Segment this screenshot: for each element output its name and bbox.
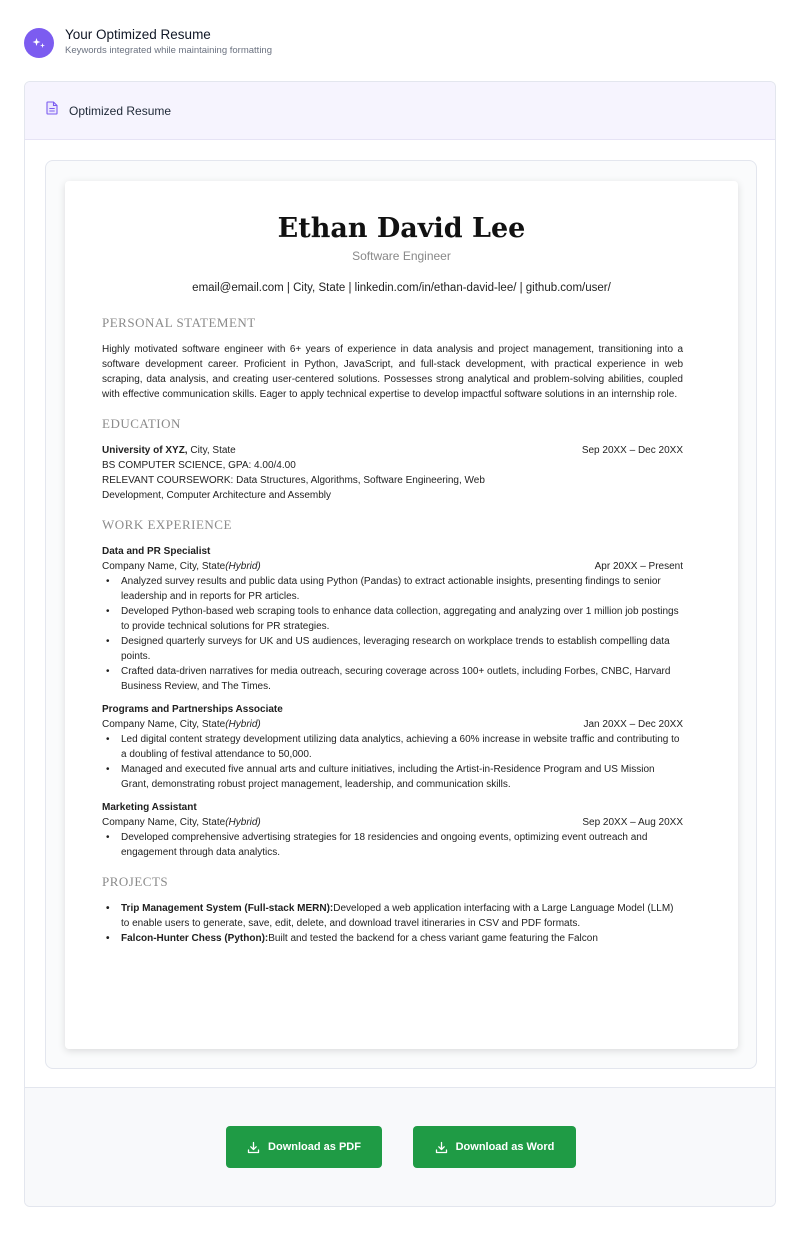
project-name: Trip Management System (Full-stack MERN): <box>121 903 334 914</box>
download-word-label: Download as Word <box>455 1141 555 1153</box>
job-mode: (Hybrid) <box>225 561 261 572</box>
page-subtitle: Keywords integrated while maintaining formatting <box>65 45 272 56</box>
job-bullet: • Developed comprehensive advertising strategies for 18 residencies and ongoing events, optimizing event outreach and engagement through data analytics. <box>121 830 683 860</box>
education-row <box>102 443 683 458</box>
job-title: Programs and Partnerships Associate <box>102 704 283 715</box>
panel-title: Optimized Resume <box>69 103 172 118</box>
download-icon <box>435 1141 448 1154</box>
coursework: RELEVANT COURSEWORK: Data Structures, Algorithms, Software Engineering, Web Development, Computer Architecture and Assembly <box>102 475 485 501</box>
panel-header <box>25 82 775 140</box>
job-bullet: • Designed quarterly surveys for UK and US audiences, leveraging research on workplace trends to establish compelling data points. <box>121 634 683 664</box>
job-company: Company Name, City, State <box>102 719 226 730</box>
resume-document <box>65 181 738 1049</box>
download-pdf-label: Download as PDF <box>268 1141 361 1153</box>
resume-contact: email@email.com | City, State | linkedin.com/in/ethan-david-lee/ | github.com/user/ <box>192 282 611 294</box>
action-bar <box>25 1087 775 1207</box>
project-desc: Developed a web application interfacing with a Large Language Model (LLM) to enable users to generate, save, edit, delete, and download travel itineraries in CSV and PDF formats. <box>121 903 674 929</box>
school-location: City, State <box>187 445 236 456</box>
resume-body <box>102 315 683 946</box>
download-icon <box>247 1141 260 1154</box>
degree: BS COMPUTER SCIENCE, GPA: 4.00/4.00 <box>102 460 296 471</box>
section-heading-work: WORK EXPERIENCE <box>102 517 232 532</box>
document-icon <box>46 101 58 120</box>
job-bullet: • Analyzed survey results and public data using Python (Pandas) to extract actionable insights, presenting findings to senior leadership and in reports for PR articles. <box>121 574 683 604</box>
page-header <box>24 26 272 58</box>
project-item <box>121 931 683 946</box>
section-heading-statement: PERSONAL STATEMENT <box>102 315 256 330</box>
job-dates: Sep 20XX – Aug 20XX <box>582 817 683 828</box>
job-company: Company Name, City, State <box>102 561 226 572</box>
job-bullet: • Led digital content strategy development utilizing data analytics, achieving a 60% increase in website traffic and contributing to a doubling of festival attendance to 50,000. <box>121 732 683 762</box>
job-entry <box>102 544 683 694</box>
project-item <box>121 901 683 931</box>
job-title: Data and PR Specialist <box>102 546 211 557</box>
section-heading-education: EDUCATION <box>102 416 181 431</box>
job-entry <box>102 702 683 792</box>
page-title: Your Optimized Resume <box>65 27 211 42</box>
school-name: University of XYZ, <box>102 445 188 456</box>
job-title: Marketing Assistant <box>102 802 197 813</box>
job-mode: (Hybrid) <box>225 817 261 828</box>
job-dates: Apr 20XX – Present <box>594 561 683 572</box>
download-word-button[interactable] <box>413 1126 576 1168</box>
job-mode: (Hybrid) <box>225 719 261 730</box>
resume-name: Ethan David Lee <box>277 213 526 244</box>
resume-panel <box>24 81 776 1207</box>
section-heading-projects: PROJECTS <box>102 874 169 889</box>
resume-role: Software Engineer <box>352 249 451 263</box>
job-bullet: • Crafted data-driven narratives for media outreach, securing coverage across 100+ outlets, including Forbes, CNBC, Harvard Business Review, and The Times. <box>121 664 683 694</box>
job-bullet: • Developed Python-based web scraping tools to enhance data collection, aggregating and analyzing over 1 million job postings to provide technical solutions for PR strategies. <box>121 604 683 634</box>
sparkle-icon <box>24 28 54 58</box>
download-pdf-button[interactable] <box>226 1126 382 1168</box>
project-desc: Built and tested the backend for a chess variant game featuring the Falcon <box>268 933 598 944</box>
personal-statement: Highly motivated software engineer with 6+ years of experience in data analysis and project management, transitioning into a software development career. Proficient in Python, JavaScript, and full-stack development, with practical experience in web scraping, data analysis, and creating user-centered solutions. Possesses strong analytical and problem-solving abilities, coupled with effective communication skills. Eager to apply technical expertise to develop impactful software solutions in an internship role. <box>102 344 683 400</box>
job-entry <box>102 800 683 860</box>
project-name: Falcon-Hunter Chess (Python): <box>121 933 269 944</box>
job-dates: Jan 20XX – Dec 20XX <box>583 719 683 730</box>
job-bullet: • Managed and executed five annual arts and culture initiatives, including the Artist-in-Residence Program and US Mission Grant, demonstrating robust project management, leadership, and communication skills. <box>121 762 683 792</box>
education-dates: Sep 20XX – Dec 20XX <box>581 445 683 456</box>
resume-preview[interactable] <box>45 160 757 1069</box>
job-company: Company Name, City, State <box>102 817 226 828</box>
